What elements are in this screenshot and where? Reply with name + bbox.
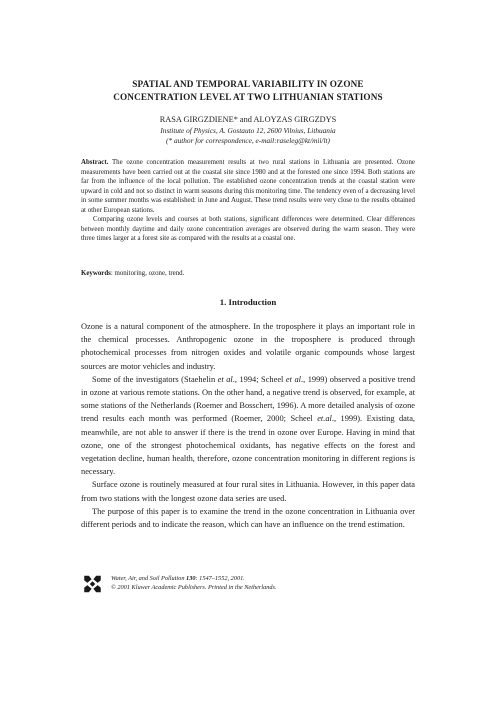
abstract-label: Abstract. xyxy=(81,159,109,166)
footer-citation xyxy=(111,574,411,592)
authors: RASA GIRGZDIENE* and ALOYZAS GIRGZDYS xyxy=(159,115,337,124)
body-text-span: Some of the investigators (Staehelin xyxy=(92,374,218,384)
body-text-span: ., 1999) observed a positive trend in ozone at various remote stations. On the other hand, a negative trend is observed, for example, at some stations of the Netherlands (Roemer and Bosschert, 1996). A more detailed analysis of ozone trend results each month was performed (Roemer, 2000; Scheel xyxy=(81,374,416,424)
page-footer xyxy=(81,572,415,598)
abstract-text-1: The ozone concentration measurement results at two rural stations in Lithuania are presented. Ozone measurements have been carried out at the coastal site since 1980 and at the forested one since 1994. Both stations are far from the influence of the local pollution. The established ozone concentration trends at the coastal station were upward in cold and not so distinct in warm seasons during this monitoring time. The tendency even of a decreasing level in some summer months was established: in June and August. These trend results were very close to the results obtained at other European stations. xyxy=(81,159,415,214)
body-text-span: ., 1994; Scheel xyxy=(232,374,286,384)
journal-reference xyxy=(111,574,411,583)
journal-name: Water, Air, and Soil Pollution xyxy=(111,575,187,582)
keywords xyxy=(81,269,415,279)
body-italic-span: et al xyxy=(217,374,233,384)
affiliation: Institute of Physics, A. Gostauto 12, 2600 Vilnius, Lithuania xyxy=(160,126,336,135)
journal-pages: : 1547–1552, 2001. xyxy=(195,575,245,582)
title-line-2: CONCENTRATION LEVEL AT TWO LITHUANIAN STATIONS xyxy=(113,91,383,102)
journal-volume: 130 xyxy=(186,575,196,582)
keywords-text: : monitoring, ozone, trend. xyxy=(110,270,185,277)
abstract-paragraph-2: Comparing ozone levels and courses at both stations, significant differences were determined. Clear differences between monthly daytime and daily ozone concentration averages are observed during the warm season. They were three times larger at a forest site as compared with the results at a coastal one. xyxy=(81,216,415,242)
body-paragraph-1: Ozone is a natural component of the atmosphere. In the troposphere it plays an important role in the chemical processes. Anthropogenic ozone in the troposphere is produced through photochemical processes from nitrogen oxides and volatile organic compounds whose largest sources are motor vehicles and industry. xyxy=(81,322,415,371)
publisher-logo-icon xyxy=(81,573,104,595)
introduction-body xyxy=(81,320,415,531)
abstract xyxy=(81,158,415,244)
body-paragraph-3: Surface ozone is routinely measured at four rural sites in Lithuania. However, in this paper data from two stations with the longest ozone data series are used. xyxy=(81,480,415,503)
body-text-span: ., 1999). Existing data, meanwhile, are not able to answer if there is the trend in ozone over Europe. Having in mind that ozone, one of the strongest photochemical oxidants, has negative effects on the forest and vegetation decline, human health, therefore, ozone concentration monitoring in different regions is necessary. xyxy=(81,414,415,477)
body-italic-span: et al xyxy=(285,374,301,384)
section-heading-introduction: 1. Introduction xyxy=(219,297,277,307)
copyright-line: © 2001 Kluwer Academic Publishers. Printed in the Netherlands. xyxy=(111,584,277,591)
title-line-1: SPATIAL AND TEMPORAL VARIABILITY IN OZONE xyxy=(132,79,364,89)
correspondence-note: (* author for correspondence, e-mail:raseleg@kt/mii/lt) xyxy=(166,135,330,145)
affiliation-block xyxy=(60,126,436,145)
body-paragraph-2 xyxy=(81,373,415,479)
body-italic-span: et.al xyxy=(317,414,332,424)
abstract-paragraph-1 xyxy=(81,158,415,215)
body-paragraph-4: The purpose of this paper is to examine the trend in the ozone concentration in Lithuania over different periods and to indicate the reason, which can have an influence on the trend estimation. xyxy=(81,506,415,530)
paper-title xyxy=(60,78,436,103)
keywords-label: Keywords xyxy=(81,270,111,277)
